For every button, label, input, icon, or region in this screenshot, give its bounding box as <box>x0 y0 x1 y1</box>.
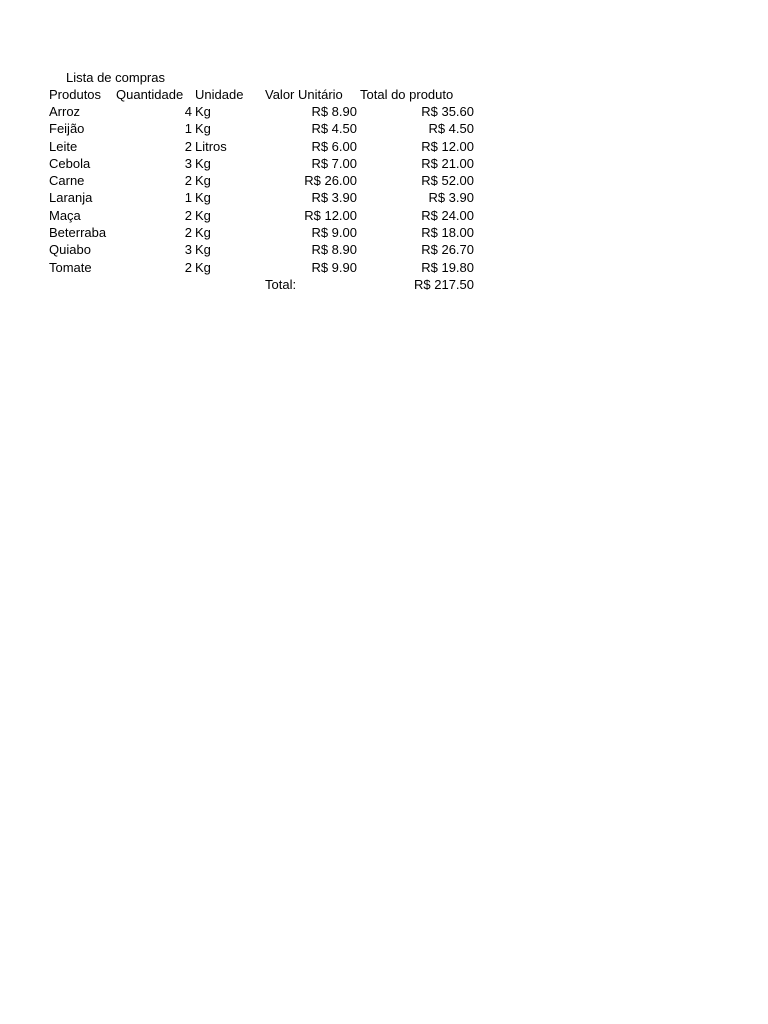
header-product-total: Total do produto <box>360 87 454 102</box>
product-total-cell: R$ 19.80 <box>421 260 474 275</box>
unit-price-cell: R$ 7.00 <box>311 156 357 171</box>
unit-price-cell: R$ 9.90 <box>311 260 357 275</box>
unit-cell: Litros <box>195 139 227 154</box>
unit-cell: Kg <box>195 242 211 257</box>
product-total-cell: R$ 26.70 <box>421 242 474 257</box>
product-cell: Carne <box>49 173 85 188</box>
total-row <box>0 276 768 293</box>
product-total-cell: R$ 21.00 <box>421 156 474 171</box>
unit-price-cell: R$ 8.90 <box>311 242 357 257</box>
product-cell: Laranja <box>49 190 93 205</box>
product-cell: Cebola <box>49 156 91 171</box>
total-label: Total: <box>265 277 297 292</box>
unit-cell: Kg <box>195 260 211 275</box>
table-row <box>0 155 768 172</box>
quantity-cell: 4 <box>184 104 192 119</box>
grand-total-value: R$ 217.50 <box>414 277 474 292</box>
unit-price-cell: R$ 9.00 <box>311 225 357 240</box>
product-total-cell: R$ 35.60 <box>421 104 474 119</box>
product-cell: Feijão <box>49 121 85 136</box>
product-total-cell: R$ 4.50 <box>428 121 474 136</box>
unit-cell: Kg <box>195 225 211 240</box>
quantity-cell: 2 <box>184 139 192 154</box>
unit-price-cell: R$ 12.00 <box>304 208 357 223</box>
unit-cell: Kg <box>195 190 211 205</box>
quantity-cell: 1 <box>184 190 192 205</box>
quantity-cell: 2 <box>184 260 192 275</box>
quantity-cell: 2 <box>184 225 192 240</box>
quantity-cell: 2 <box>184 173 192 188</box>
table-row <box>0 189 768 206</box>
quantity-cell: 1 <box>184 121 192 136</box>
header-quantity: Quantidade <box>116 87 184 102</box>
unit-price-cell: R$ 3.90 <box>311 190 357 205</box>
product-total-cell: R$ 18.00 <box>421 225 474 240</box>
header-unit: Unidade <box>195 87 244 102</box>
product-cell: Tomate <box>49 260 92 275</box>
unit-cell: Kg <box>195 121 211 136</box>
unit-price-cell: R$ 8.90 <box>311 104 357 119</box>
quantity-cell: 3 <box>184 242 192 257</box>
header-unit-price: Valor Unitário <box>265 87 343 102</box>
quantity-cell: 3 <box>184 156 192 171</box>
product-cell: Beterraba <box>49 225 107 240</box>
table-row <box>0 241 768 258</box>
table-row <box>0 207 768 224</box>
table-row <box>0 224 768 241</box>
unit-cell: Kg <box>195 173 211 188</box>
product-total-cell: R$ 52.00 <box>421 173 474 188</box>
product-total-cell: R$ 12.00 <box>421 139 474 154</box>
product-cell: Maça <box>49 208 81 223</box>
unit-cell: Kg <box>195 156 211 171</box>
table-row <box>0 259 768 276</box>
unit-price-cell: R$ 26.00 <box>304 173 357 188</box>
table-row <box>0 120 768 137</box>
product-cell: Arroz <box>49 104 81 119</box>
table-row <box>0 138 768 155</box>
sheet-title: Lista de compras <box>66 70 165 85</box>
unit-price-cell: R$ 4.50 <box>311 121 357 136</box>
header-row <box>0 86 768 103</box>
quantity-cell: 2 <box>184 208 192 223</box>
product-total-cell: R$ 24.00 <box>421 208 474 223</box>
header-products: Produtos <box>49 87 102 102</box>
product-total-cell: R$ 3.90 <box>428 190 474 205</box>
unit-cell: Kg <box>195 104 211 119</box>
product-cell: Leite <box>49 139 78 154</box>
table-row <box>0 103 768 120</box>
unit-cell: Kg <box>195 208 211 223</box>
table-row <box>0 172 768 189</box>
product-cell: Quiabo <box>49 242 91 257</box>
unit-price-cell: R$ 6.00 <box>311 139 357 154</box>
